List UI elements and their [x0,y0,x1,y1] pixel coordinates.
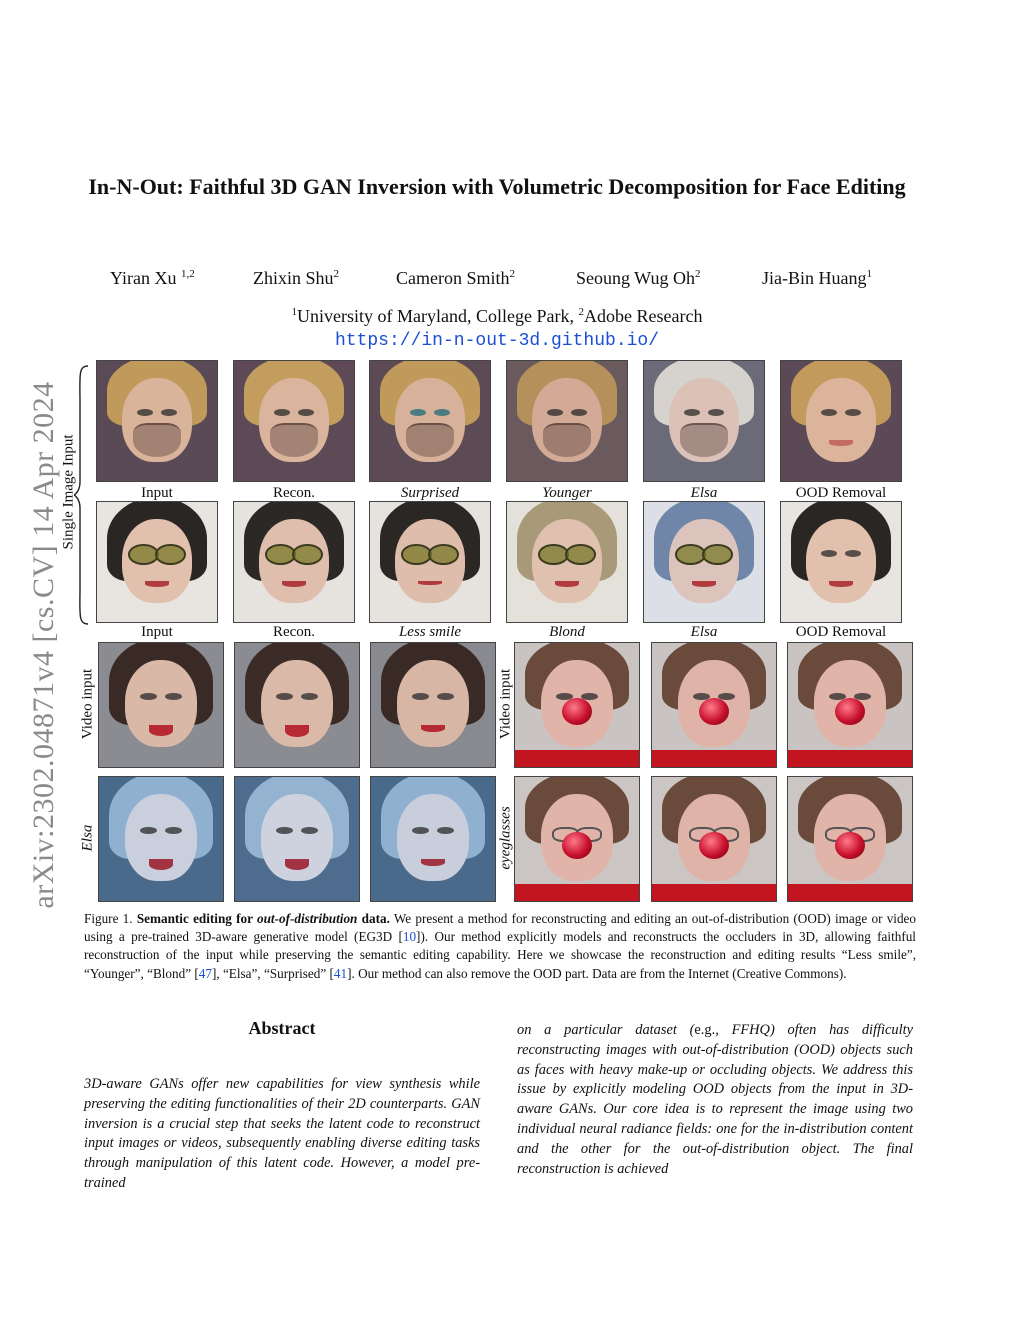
figure-image [96,501,218,623]
elsa-row-label: Elsa [79,824,96,852]
caption-younger: Younger [542,485,592,501]
figure-image [514,642,640,768]
figure-image [651,776,777,902]
eyeglasses-row-label: eyeglasses [497,806,514,870]
project-url-link[interactable]: https://in-n-out-3d.github.io/ [334,331,660,351]
author: Jia-Bin Huang$^1$ [762,268,872,288]
author: Seoung Wug Oh$^2$ [576,268,701,288]
video-input-label: Video input [79,668,96,740]
figure-image [233,360,355,482]
figure-image [780,360,902,482]
figure-image [233,501,355,623]
figure-image [643,501,765,623]
figure-image [643,360,765,482]
caption-elsa: Elsa [690,485,718,501]
figure-image [651,642,777,768]
figure-image [234,776,360,902]
figure-image [514,776,640,902]
caption-blond: Blond [549,624,585,640]
caption-recon: Recon. [272,485,316,501]
caption-ood-removal: OOD Removal [795,624,887,640]
figure-image [98,776,224,902]
caption-elsa: Elsa [690,624,718,640]
abstract-column-1: 3D-aware GANs offer new capabilities for view synthesis while preserving the editing functionalities of their 2D counterparts. GAN inversion is a crucial step that seeks the latent code to reconstruct input images or videos, subsequently enabling diverse editing tasks through manipulation of this latent code. However, a model pre-trained [84,1076,480,1191]
figure-image [370,776,496,902]
author: Yiran Xu $^{1,2}$ [110,268,195,288]
citation-link[interactable]: 47 [198,965,212,981]
citation-link[interactable]: 10 [402,929,417,945]
affiliations: $^1$University of Maryland, College Park, $^2$Adobe Research [291,306,703,326]
author: Zhixin Shu$^2$ [253,268,340,288]
figure-image [787,776,913,902]
caption-ood-removal: OOD Removal [795,485,887,501]
figure-image [98,642,224,768]
video-input-label: Video input [497,668,514,740]
author: Cameron Smith$^2$ [396,268,515,288]
paper-title: In-N-Out: Faithful 3D GAN Inversion with Volumetric Decomposition for Face Editing [88,174,906,199]
caption-input: Input [141,624,173,640]
figure-image [234,642,360,768]
figure-image [370,642,496,768]
abstract-heading: Abstract [248,1018,316,1038]
caption-surprised: Surprised [400,485,460,501]
caption-recon: Recon. [272,624,316,640]
arxiv-stamp: arXiv:2302.04871v4 [cs.CV] 14 Apr 2024 [27,381,60,909]
figure-image [369,360,491,482]
figure-image [780,501,902,623]
citation-link[interactable]: 41 [333,965,348,981]
figure-image [787,642,913,768]
single-image-label: Single Image Input [60,434,77,550]
figure-image [506,501,628,623]
figure-image [96,360,218,482]
caption-input: Input [141,485,173,501]
figure-caption: Figure 1. Semantic editing for out-of-distribution data. We present a method for reconstructing and editing an out-of-distribution (OOD) image or video using a pre-trained 3D-aware generative model (EG3D [10]). Our method explicitly models and reconstructs the occluders in 3D, allowing faithful reconstruction of the input while preserving the semantic editing capability. Here we showcase the reconstruction and editing results “Less smile”, “Younger”, “Blond” [47], “Elsa”, “Surprised” [41]. Our method can also remove the OOD part. Data are from the Internet (Creative Commons). [84,911,917,981]
figure-image [506,360,628,482]
caption-less-smile: Less smile [398,624,462,640]
figure-image [369,501,491,623]
abstract-column-2: on a particular dataset (e.g., FFHQ) often has difficulty reconstructing images with out-of-distribution (OOD) objects such as faces with heavy make-up or occluding objects. We address this issue by explicitly modeling OOD objects from the input in 3D-aware GANs. Our core idea is to represent the image using two individual neural radiance fields: one for the in-distribution content and the other for the out-of-distribution object. The final reconstruction is achieved [517,1022,913,1177]
